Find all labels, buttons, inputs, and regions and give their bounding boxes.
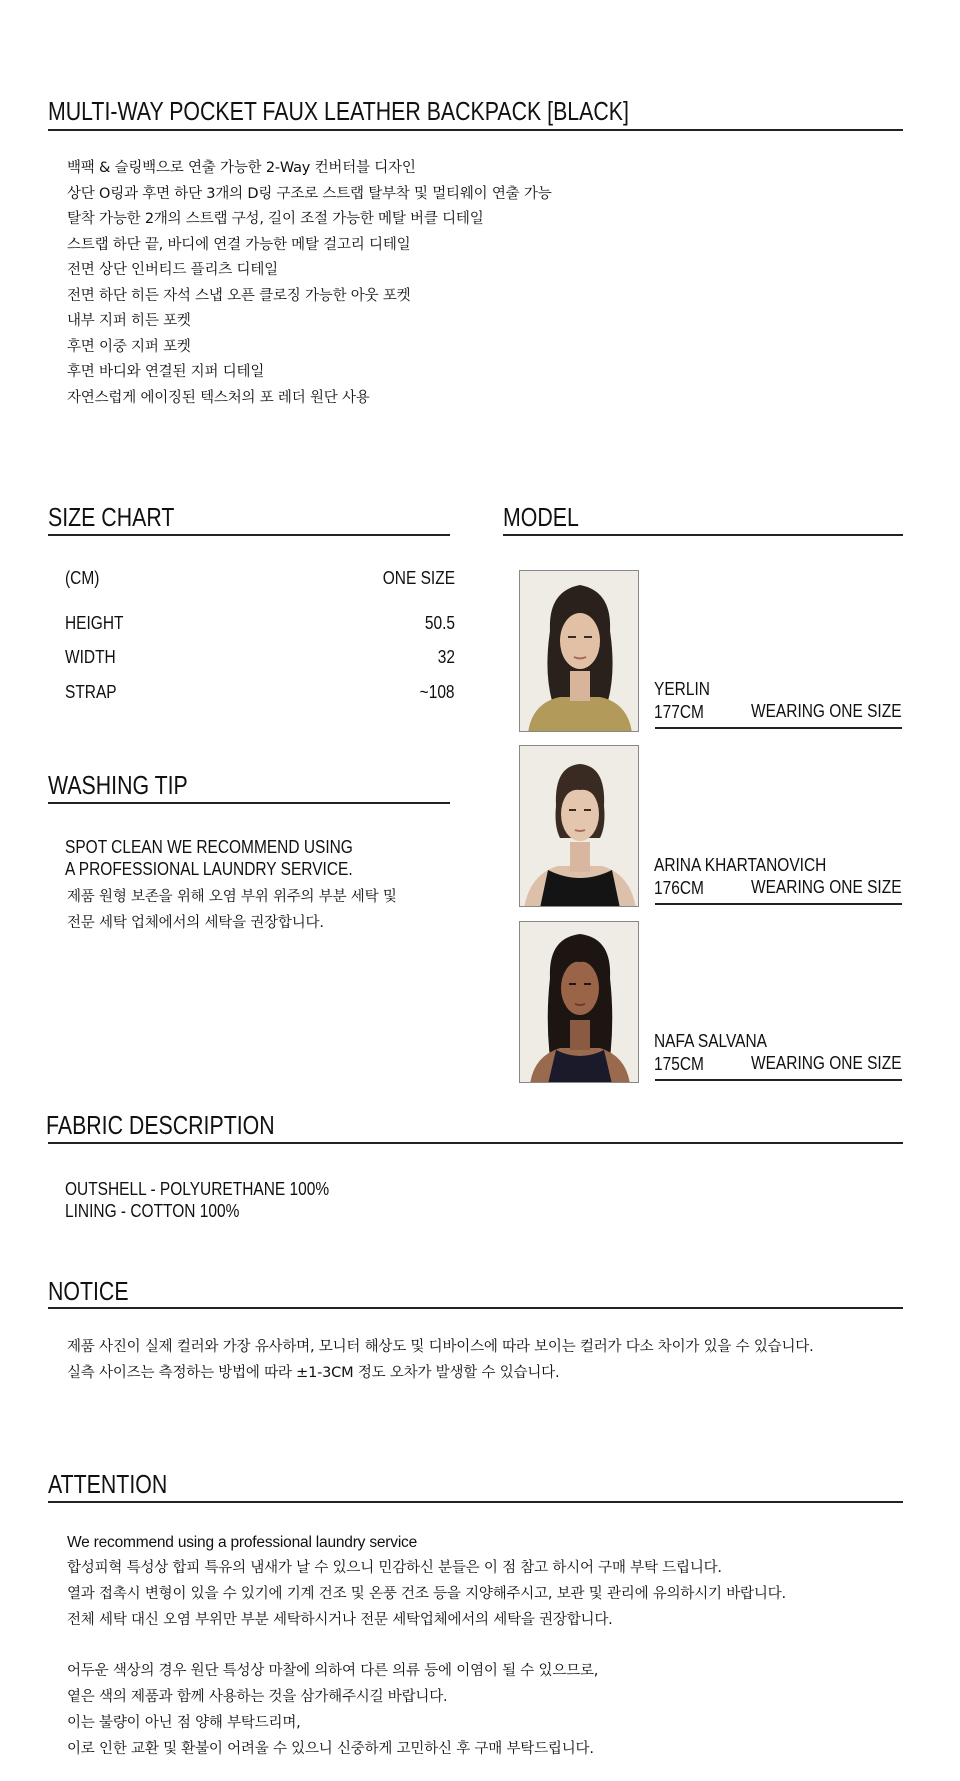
size-chart-rule (48, 534, 450, 536)
attention-line: 열과 접촉시 변형이 있을 수 있기에 기계 건조 및 온풍 건조 등을 지양해주시고, 보관 및 관리에 유의하시기 바랍니다. (67, 1586, 786, 1602)
size-row (0, 612, 455, 634)
feature-item: 전면 하단 히든 자석 스냅 오픈 클로징 가능한 아웃 포켓 (67, 287, 411, 304)
fabric-rule (48, 1142, 903, 1144)
model-height: 175CM (654, 1054, 704, 1074)
size-chart-heading: SIZE CHART (48, 502, 175, 532)
model-rule (503, 534, 903, 536)
feature-item: 백팩 & 슬링백으로 연출 가능한 2-Way 컨버터블 디자인 (67, 160, 416, 176)
feature-item: 탈착 가능한 2개의 스트랩 구성, 길이 조절 가능한 메탈 버클 디테일 (67, 211, 484, 227)
washing-en-line: SPOT CLEAN WE RECOMMEND USING (65, 837, 353, 857)
model-wearing: WEARING ONE SIZE (751, 701, 902, 721)
model-name: NAFA SALVANA (654, 1031, 767, 1051)
model-photo-nafa (519, 921, 639, 1083)
size-row-value: 50.5 (424, 613, 455, 633)
fabric-line: LINING - COTTON 100% (65, 1201, 240, 1221)
title-rule (48, 129, 903, 131)
notice-line: 제품 사진이 실제 컬러와 가장 유사하며, 모니터 해상도 및 디바이스에 따라 보이는 컬러가 다소 차이가 있을 수 있습니다. (67, 1339, 814, 1355)
model-rule-line (655, 1079, 902, 1081)
feature-item: 내부 지퍼 히든 포켓 (67, 313, 191, 329)
feature-list (67, 156, 552, 411)
model-height: 176CM (654, 878, 704, 898)
attention-en-line: We recommend using a professional laundry service (67, 1534, 418, 1551)
attention-heading: ATTENTION (48, 1469, 168, 1499)
model-wearing: WEARING ONE SIZE (751, 877, 902, 897)
size-row-value: ~108 (420, 682, 455, 702)
size-row-label: WIDTH (65, 647, 116, 667)
notice-line: 실측 사이즈는 측정하는 방법에 따라 ±1-3CM 정도 오차가 발생할 수 있습니다. (67, 1365, 560, 1381)
feature-item: 후면 바디와 연결된 지퍼 디테일 (67, 364, 265, 380)
size-chart-header-row (0, 567, 455, 589)
model-photo-arina (519, 745, 639, 907)
feature-item: 후면 이중 지퍼 포켓 (67, 338, 191, 355)
attention-line: 이로 인한 교환 및 환불이 어려울 수 있으니 신중하게 고민하신 후 구매 부탁드립니다. (67, 1741, 594, 1757)
size-row-label: HEIGHT (65, 613, 124, 633)
attention-line: 옅은 색의 제품과 함께 사용하는 것을 삼가해주시길 바랍니다. (67, 1689, 448, 1705)
model-heading: MODEL (503, 502, 579, 532)
attention-line: 전체 세탁 대신 오염 부위만 부분 세탁하시거나 전문 세탁업체에서의 세탁을 권장합니다. (67, 1612, 613, 1628)
washing-tip-heading: WASHING TIP (48, 770, 188, 800)
attention-line: 어두운 색상의 경우 원단 특성상 마찰에 의하여 다른 의류 등에 이염이 될 수 있으므로, (67, 1663, 599, 1679)
model-photo-yerlin (519, 570, 639, 732)
notice-rule (48, 1307, 903, 1309)
attention-line: 합성피혁 특성상 합피 특유의 냄새가 날 수 있으니 민감하신 분들은 이 점 참고 하시어 구매 부탁 드립니다. (67, 1560, 722, 1576)
model-name: YERLIN (654, 679, 710, 699)
model-rule-line (655, 903, 902, 905)
attention-rule (48, 1501, 903, 1503)
feature-item: 자연스럽게 에이징된 텍스처의 포 레더 원단 사용 (67, 389, 370, 406)
model-height: 177CM (654, 702, 704, 722)
size-label: ONE SIZE (382, 568, 455, 588)
product-title: MULTI-WAY POCKET FAUX LEATHER BACKPACK [BLACK] (48, 96, 629, 126)
washing-tip-rule (48, 802, 450, 804)
size-row (0, 646, 455, 668)
feature-item: 상단 O링과 후면 하단 3개의 D링 구조로 스트랩 탈부착 및 멀티웨이 연출 가능 (67, 185, 552, 202)
feature-item: 전면 상단 인버티드 플리츠 디테일 (67, 262, 278, 278)
washing-ko-line: 전문 세탁 업체에서의 세탁을 권장합니다. (67, 915, 324, 931)
notice-heading: NOTICE (48, 1276, 129, 1306)
attention-line: 이는 불량이 아닌 점 양해 부탁드리며, (67, 1715, 301, 1731)
washing-en-line: A PROFESSIONAL LAUNDRY SERVICE. (65, 859, 353, 879)
size-row (0, 681, 455, 703)
unit-label: (CM) (65, 568, 100, 588)
feature-item: 스트랩 하단 끝, 바디에 연결 가능한 메탈 걸고리 디테일 (67, 236, 411, 253)
size-row-label: STRAP (65, 682, 117, 702)
fabric-heading: FABRIC DESCRIPTION (46, 1110, 275, 1140)
size-row-value: 32 (437, 647, 455, 667)
model-rule-line (655, 727, 902, 729)
model-name: ARINA KHARTANOVICH (654, 855, 827, 875)
washing-ko-line: 제품 원형 보존을 위해 오염 부위 위주의 부분 세탁 및 (67, 889, 397, 905)
fabric-line: OUTSHELL - POLYURETHANE 100% (65, 1179, 330, 1199)
model-wearing: WEARING ONE SIZE (751, 1053, 902, 1073)
